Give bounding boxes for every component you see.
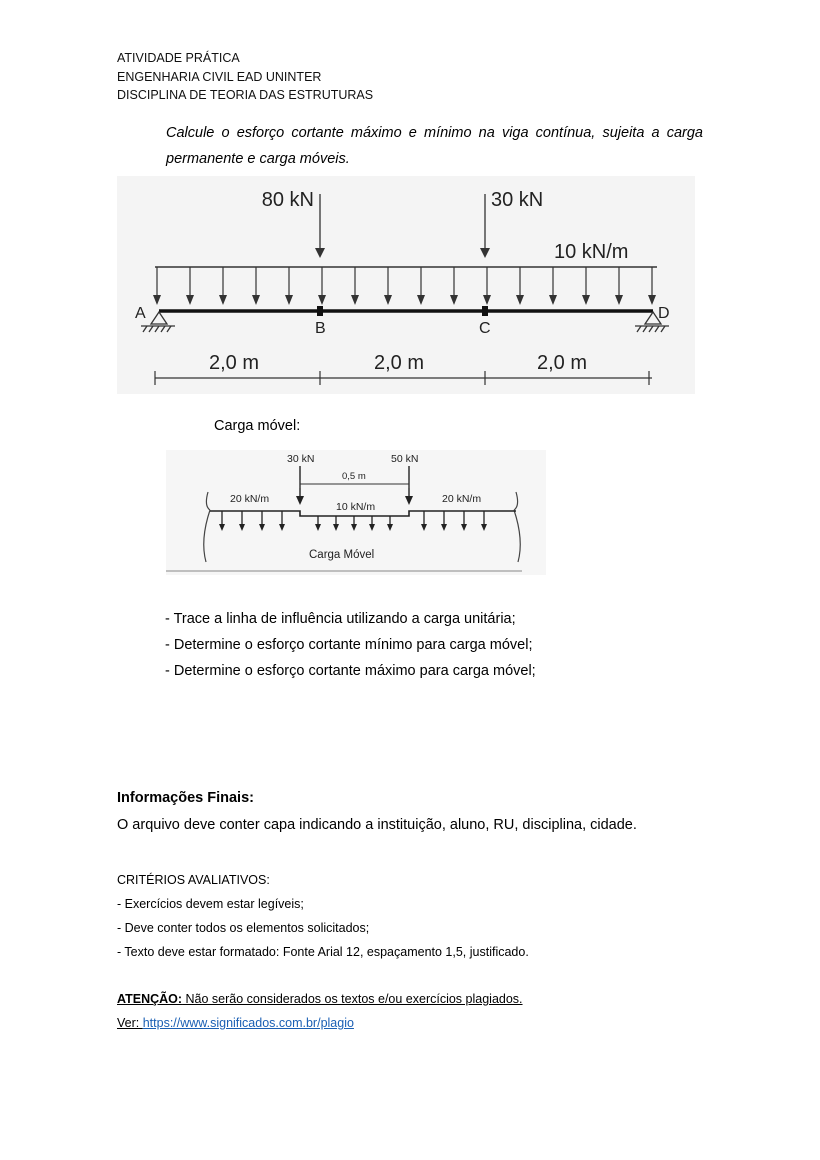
final-info-text: O arquivo deve conter capa indicando a instituição, aluno, RU, disciplina, cidade. bbox=[117, 817, 637, 833]
criteria-item: - Deve conter todos os elementos solicitados; bbox=[117, 921, 370, 935]
plagiarism-link[interactable]: https://www.significados.com.br/plagio bbox=[142, 1016, 354, 1030]
task-item: - Trace a linha de influência utilizando a carga unitária; bbox=[165, 611, 516, 627]
attention-label: ATENÇÃO: bbox=[117, 992, 183, 1006]
moving-load-title: Carga móvel: bbox=[214, 418, 301, 434]
span-bc-label: 2,0 m bbox=[374, 352, 425, 374]
task-list bbox=[165, 606, 536, 684]
header-line-discipline: DISCIPLINA DE TEORIA DAS ESTRUTURAS bbox=[117, 88, 374, 102]
criteria-title: CRITÉRIOS AVALIATIVOS: bbox=[117, 873, 270, 887]
moving-load-spacing-label: 0,5 m bbox=[342, 471, 366, 482]
document-header bbox=[117, 49, 373, 105]
criteria-item: - Texto deve estar formatado: Fonte Arial 12, espaçamento 1,5, justificado. bbox=[117, 945, 529, 959]
point-label-c: C bbox=[479, 320, 491, 337]
moving-load-diagram bbox=[166, 450, 546, 575]
final-info-title: Informações Finais: bbox=[117, 790, 254, 806]
point-label-b: B bbox=[315, 320, 326, 337]
point-label-d: D bbox=[658, 305, 670, 322]
point-label-a: A bbox=[135, 305, 146, 322]
see-label: Ver: bbox=[117, 1016, 143, 1030]
moving-load-caption: Carga Móvel bbox=[309, 549, 375, 561]
moving-load-30kn-label: 30 kN bbox=[287, 453, 315, 465]
task-item: - Determine o esforço cortante mínimo para carga móvel; bbox=[165, 637, 533, 653]
evaluation-criteria bbox=[117, 868, 529, 964]
point-load-b-label: 80 kN bbox=[261, 189, 314, 211]
header-line-course: ENGENHARIA CIVIL EAD UNINTER bbox=[117, 69, 322, 84]
span-ab-label: 2,0 m bbox=[209, 352, 260, 374]
attention-text: Não serão considerados os textos e/ou exercícios plagiados. bbox=[182, 992, 523, 1006]
see-line bbox=[117, 1011, 523, 1035]
attention-line bbox=[117, 987, 523, 1011]
moving-load-mid-dist-label: 10 kN/m bbox=[336, 501, 376, 513]
exercise-statement: Calcule o esforço cortante máximo e mínimo na viga contínua, sujeita a carga permanente e carga móveis. bbox=[166, 125, 703, 167]
task-item: - Determine o esforço cortante máximo para carga móvel; bbox=[165, 663, 536, 679]
moving-load-left-dist-label: 20 kN/m bbox=[230, 493, 270, 505]
moving-load-right-dist-label: 20 kN/m bbox=[442, 493, 482, 505]
header-line-activity: ATIVIDADE PRÁTICA bbox=[117, 51, 240, 65]
moving-load-50kn-label: 50 kN bbox=[391, 453, 419, 465]
span-cd-label: 2,0 m bbox=[537, 352, 588, 374]
attention-notice bbox=[117, 987, 523, 1035]
point-load-c-label: 30 kN bbox=[491, 189, 544, 211]
beam-diagram bbox=[117, 176, 695, 394]
criteria-item: - Exercícios devem estar legíveis; bbox=[117, 897, 304, 911]
distributed-load-label: 10 kN/m bbox=[554, 241, 629, 263]
